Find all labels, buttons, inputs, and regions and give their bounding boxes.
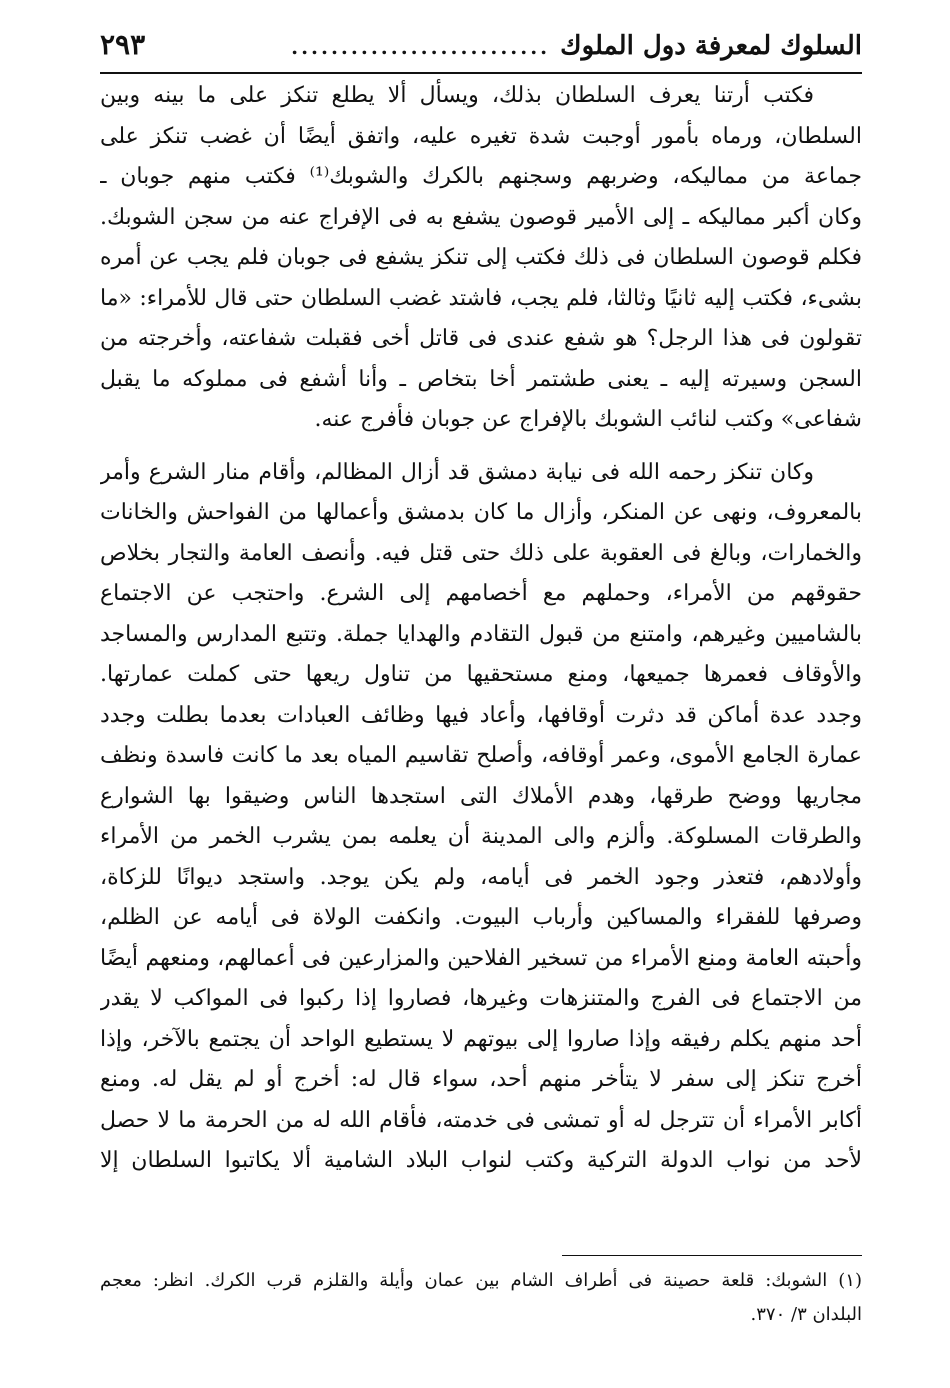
text-line: وكان تنكز رحمه الله فى نيابة دمشق قد أزال المظالم، وأقام منار الشرع وأمر <box>100 459 814 485</box>
text-line: بشىء، فكتب إليه ثانيًا وثالثا، فلم يجب، فاشتد غضب السلطان حتى قال للأمراء: «ما <box>100 285 862 311</box>
text-line: بالشاميين وغيرهم، وامتنع من قبول التقادم والهدايا جملة. وتتبع المدارس والمساجد <box>100 621 862 647</box>
text-line: وكان أكبر مماليكه ـ إلى الأمير قوصون يشفع به فى الإفراج عنه من سجن الشوبك. <box>100 204 862 230</box>
book-title: السلوك لمعرفة دول الملوك <box>560 31 862 61</box>
paragraph-2 <box>100 453 862 1182</box>
main-text <box>100 76 862 1182</box>
footnote-line: (١) الشوبك: قلعة حصينة فى أطراف الشام بين عمان وأيلة والقلزم قرب الكرك. انظر: معجم <box>100 1270 862 1291</box>
page-number: ٢٩٣ <box>100 28 146 61</box>
text-line: والخمارات، وبالغ فى العقوبة على ذلك حتى قتل فيه. وأنصف العامة والتجار بخلاص <box>100 540 862 566</box>
text-line: السلطان، ورماه بأمور أوجبت شدة تغيره عليه، واتفق أيضًا أن غضب تنكز على <box>100 123 862 149</box>
text-line: وصرفها للفقراء والمساكين وأرباب البيوت. وانكفت الولاة فى أيامه عن الظلم، <box>100 905 862 930</box>
dot-leader: .......................... <box>291 35 551 59</box>
text-line: وأولادهم، فتعذر وجود الخمر فى أيامه، ولم يكن يوجد. واستجد ديوانًا للزكاة، <box>100 864 862 890</box>
text-line: والأوقاف فعمرها جميعها، ومنع مستحقيها من تناول ريعها حتى كملت عمارتها. <box>100 662 862 687</box>
text-line: من الاجتماع فى الفرج والمتنزهات وغيرها، فصاروا إذا ركبوا فى المواكب لا يقدر <box>100 986 862 1011</box>
text-line: بالمعروف، ونهى عن المنكر، وأزال ما كان بدمشق وأعمالها من الفواحش والخانات <box>100 500 862 525</box>
text-line: السجن وسيرته إليه ـ يعنى طشتمر أخا بتخاص ـ وأنا أشفع فى مملوكه ما يقبل <box>100 366 862 392</box>
text-line: فكتب أرتنا يعرف السلطان بذلك، ويسأل ألا يطلع تنكز على ما بينه وبين <box>100 83 814 108</box>
text-line: لأحد من نواب الدولة التركية وكتب لنواب البلاد الشامية ألا يكاتبوا السلطان إلا <box>100 1148 862 1173</box>
running-header <box>100 28 862 74</box>
text-line: وأحبته العامة ومنع الأمراء من تسخير الفلاحين والمزارعين فى أعمالهم، ومنعهم أيضًا <box>100 945 862 971</box>
text-line: أكابر الأمراء أن تترجل له أو تمشى فى خدمته، فأقام الله له من الحرمة ما لا حصل <box>100 1107 862 1133</box>
text-line: عمارة الجامع الأموى، وعمر أوقافه، وأصلح تقاسيم المياه بعد ما كانت فاسدة ونظف <box>100 743 862 768</box>
text-line: أحد منهم يكلم رفيقه وإذا صاروا إلى بيوتهم لا يستطيع الواحد أن يجتمع بالآخر، وإذا <box>100 1026 862 1052</box>
footnotes <box>100 1264 862 1332</box>
text-line: حقوقهم من الأمراء، وحملهم مع أخصامهم إلى الشرع. واحتجب عن الاجتماع <box>100 581 862 606</box>
paragraph-gap <box>100 441 862 453</box>
text-line: فكلم قوصون السلطان فى ذلك فكتب إلى تنكز يشفع فى جوبان فلم يجب عن أمره <box>100 245 862 270</box>
paragraph-1 <box>100 76 862 441</box>
text-line: تقولون فى هذا الرجل؟ هو شفع عندى فى قاتل أخى فقبلت شفاعته، وأخرجته من <box>100 326 862 351</box>
text-line: شفاعى» وكتب لنائب الشوبك بالإفراج عن جوبان فأفرج عنه. <box>314 407 862 432</box>
text-line: أخرج تنكز إلى سفر لا يتأخر منهم أحد، سواء قال له: أخرج أو لم يقل له. ومنع <box>100 1067 862 1092</box>
text-line: والطرقات المسلوكة. وألزم والى المدينة أن يعلمه بمن يشرب الخمر من الأمراء <box>100 824 862 849</box>
text-line: جماعة من مماليكه، وضربهم وسجنهم بالكرك والشوبك⁽¹⁾ فكتب منهم جوبان ـ <box>100 164 862 189</box>
footnote-divider <box>562 1255 862 1256</box>
text-line: مجاريها ووضح طرقها، وهدم الأملاك التى استجدها الناس وضيقوا بها الشوارع <box>100 783 862 809</box>
footnote-line: البلدان ٣/ ٣٧٠. <box>750 1304 862 1325</box>
text-line: وجدد عدة أماكن قد دثرت أوقافها، وأعاد فيها وظائف العبادات بعدما بطلت وجدد <box>100 702 862 728</box>
